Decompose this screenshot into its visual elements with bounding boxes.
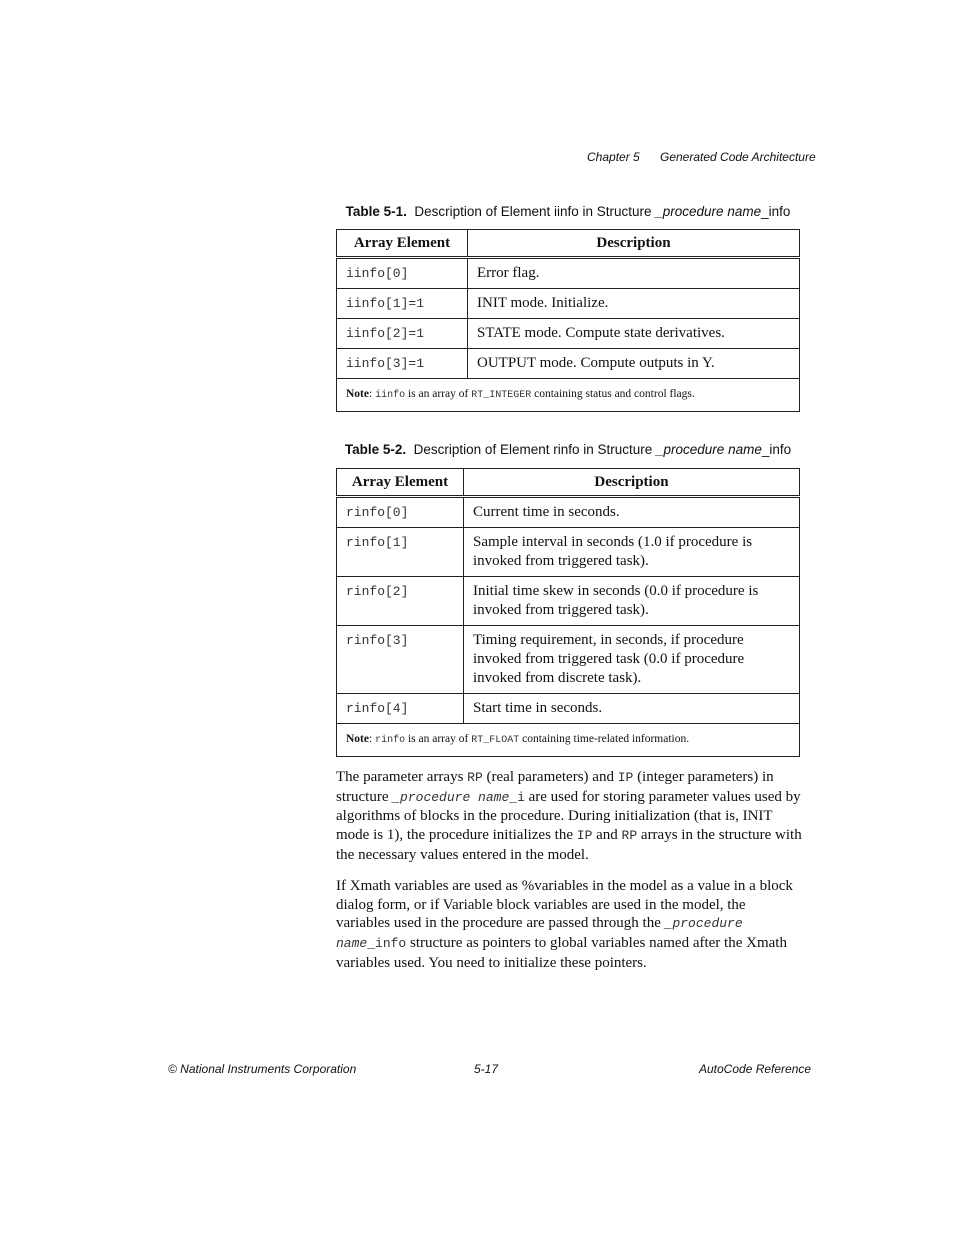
paragraph2-text: structure as pointers to global variables named after the Xmath variables used. You need to initialize these pointers. <box>336 935 787 971</box>
table-row <box>337 626 800 694</box>
paragraph2-text: If Xmath variables are used as %variables in the model as a value in a block dialog form, or if Variable block variables are used in the model, the variables used in the procedure are passed through the <box>336 878 793 932</box>
table1-element-cell: iinfo[1]=1 <box>337 289 468 319</box>
paragraph1-code-italic: _procedure name <box>392 789 510 805</box>
paragraph1-text: (integer parameters) in structure <box>336 769 774 805</box>
table2-note-sep: : <box>369 733 376 745</box>
paragraph2-code-italic: _procedure name <box>336 916 743 952</box>
paragraph1-code: _i <box>509 789 525 805</box>
table2-caption-text: Description of Element rinfo in Structure <box>413 442 657 457</box>
paragraph1-text: The parameter arrays <box>336 769 468 785</box>
table2-note-var: rinfo <box>375 735 406 746</box>
table2-col-description: Description <box>464 469 800 497</box>
table2-description-cell: Timing requirement, in seconds, if procedure invoked from triggered task (0.0 if procedure invoked from discrete task). <box>464 626 800 694</box>
table2-description-cell: Current time in seconds. <box>464 497 800 528</box>
paragraph1-code: IP <box>576 828 593 844</box>
table2 <box>336 468 800 757</box>
table-row <box>337 319 800 349</box>
body-paragraph-parameters <box>336 768 802 865</box>
table1-note-label: Note <box>346 388 369 400</box>
table1-col-element: Array Element <box>337 230 468 258</box>
table2-element-cell: rinfo[1] <box>337 528 464 577</box>
footer-book-title: AutoCode Reference <box>699 1062 812 1076</box>
table2-note-label: Note <box>346 733 369 745</box>
paragraph1-code: RP <box>621 828 638 844</box>
table1-caption-italic: _procedure name <box>655 204 762 219</box>
table2-caption-italic: _procedure name <box>656 442 762 457</box>
table1-caption-suffix: _info <box>761 204 791 219</box>
paragraph1-text: are used for storing parameter values used by algorithms of blocks in the procedure. During initialization (that is, INIT mode is 1), the procedure initializes the <box>336 788 801 844</box>
table1-caption-label: Table 5-1. <box>345 204 407 219</box>
table1-note-type: RT_INTEGER <box>471 390 532 401</box>
table-row <box>337 577 800 626</box>
table1-note-sep: : <box>369 388 376 400</box>
table2-note-end: containing time-related information. <box>519 733 690 745</box>
table2-element-cell: rinfo[2] <box>337 577 464 626</box>
paragraph1-text: (real parameters) and <box>482 769 618 785</box>
table1-note-end: containing status and control flags. <box>531 388 695 400</box>
paragraph2-code: _info <box>367 936 407 952</box>
table2-col-element: Array Element <box>337 469 464 497</box>
table-row <box>337 289 800 319</box>
table1-caption-text: Description of Element iinfo in Structure <box>414 204 656 219</box>
table2-description-cell: Sample interval in seconds (1.0 if procedure is invoked from triggered task). <box>464 528 800 577</box>
paragraph1-text: and <box>592 827 622 844</box>
table2-description-cell: Start time in seconds. <box>464 694 800 724</box>
table1-description-cell: OUTPUT mode. Compute outputs in Y. <box>468 349 800 379</box>
table1-note-mid: is an array of <box>405 388 472 400</box>
running-header-chapter: Chapter 5 <box>587 150 640 164</box>
table1-note <box>337 379 800 412</box>
table1-description-cell: INIT mode. Initialize. <box>468 289 800 319</box>
table1-caption <box>336 204 800 219</box>
footer-page-number: 5-17 <box>474 1062 499 1076</box>
paragraph1-code: RP <box>467 770 483 785</box>
running-header-title: Generated Code Architecture <box>660 150 816 164</box>
table1-description-cell: STATE mode. Compute state derivatives. <box>468 319 800 349</box>
table1-header-row <box>337 230 800 258</box>
table2-note <box>337 724 800 757</box>
table2-caption-label: Table 5-2. <box>344 442 407 457</box>
table2-header-row <box>337 469 800 497</box>
paragraph1-code: IP <box>617 770 634 785</box>
table1-element-cell: iinfo[2]=1 <box>337 319 468 349</box>
table2-note-type: RT_FLOAT <box>471 735 520 746</box>
table2-element-cell: rinfo[3] <box>337 626 464 694</box>
table-row <box>337 528 800 577</box>
table1-note-row <box>337 379 800 412</box>
table-row <box>337 497 800 528</box>
paragraph1-text: arrays in the structure with the necessary values entered in the model. <box>336 827 802 863</box>
table2-caption-suffix: _info <box>761 442 792 457</box>
table1-note-var: iinfo <box>375 390 406 401</box>
table1-element-cell: iinfo[0] <box>337 258 468 289</box>
table-row <box>337 349 800 379</box>
body-paragraph-xmath-variables <box>336 877 802 973</box>
table-row <box>337 258 800 289</box>
table2-note-mid: is an array of <box>405 733 472 745</box>
footer-copyright: © National Instruments Corporation <box>168 1062 357 1076</box>
table2-element-cell: rinfo[0] <box>337 497 464 528</box>
table2-caption <box>336 442 800 457</box>
table-row <box>337 694 800 724</box>
table2-element-cell: rinfo[4] <box>337 694 464 724</box>
table1 <box>336 229 800 412</box>
table2-note-row <box>337 724 800 757</box>
table2-description-cell: Initial time skew in seconds (0.0 if procedure is invoked from triggered task). <box>464 577 800 626</box>
table1-element-cell: iinfo[3]=1 <box>337 349 468 379</box>
table1-col-description: Description <box>468 230 800 258</box>
table1-description-cell: Error flag. <box>468 258 800 289</box>
